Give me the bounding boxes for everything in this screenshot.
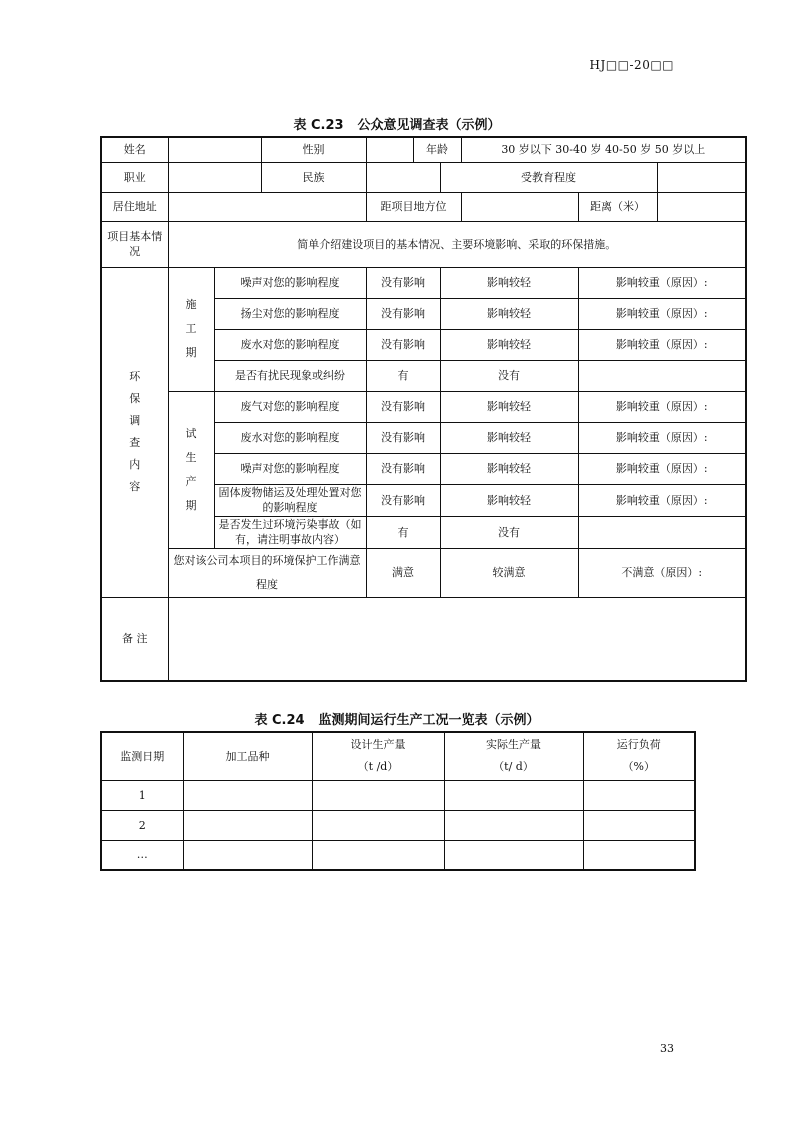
trial-noise-item: 噪声对您的影响程度 [214, 453, 366, 484]
satisfaction-fair: 较满意 [440, 548, 578, 597]
option-slight-impact: 影响较轻 [440, 391, 578, 422]
occupation-label: 职业 [101, 162, 168, 192]
table-cell [583, 810, 695, 840]
trial-wastewater-item: 废水对您的影响程度 [214, 422, 366, 453]
option-no-impact: 没有影响 [366, 391, 440, 422]
table-row-index: 2 [101, 810, 183, 840]
name-field [168, 137, 261, 162]
table-cell [312, 840, 444, 870]
ethnicity-label: 民族 [261, 162, 366, 192]
survey-content-label: 环 保 调 查 内 容 [101, 267, 168, 597]
option-slight-impact: 影响较轻 [440, 329, 578, 360]
option-heavy-impact: 影响较重（原因）: [578, 298, 746, 329]
option-heavy-impact: 影响较重（原因）: [578, 391, 746, 422]
table-c24-caption [0, 709, 794, 728]
option-slight-impact: 影响较轻 [440, 267, 578, 298]
construction-period-label: 施 工 期 [168, 267, 214, 391]
trial-pollution-accident-item: 是否发生过环境污染事故（如有，请注明事故内容） [214, 516, 366, 548]
table-cell [312, 780, 444, 810]
option-slight-impact: 影响较轻 [440, 484, 578, 516]
option-slight-impact: 影响较轻 [440, 422, 578, 453]
page-number: 33 [660, 1042, 674, 1055]
header-load: 运行负荷 （%） [583, 732, 695, 780]
trial-exhaust-item: 废气对您的影响程度 [214, 391, 366, 422]
option-no: 没有 [440, 360, 578, 391]
document-code: HJ□□-20□□ [589, 58, 674, 72]
name-label: 姓名 [101, 137, 168, 162]
table-cell [183, 840, 312, 870]
age-options: 30 岁以下 30-40 岁 40-50 岁 50 岁以上 [461, 137, 746, 162]
project-basic-label: 项目基本情况 [101, 221, 168, 267]
option-yes: 有 [366, 516, 440, 548]
table-cell [444, 810, 583, 840]
address-label: 居住地址 [101, 192, 168, 221]
gender-label: 性别 [261, 137, 366, 162]
satisfaction-satisfied: 满意 [366, 548, 440, 597]
header-design-output: 设计生产量 （t /d） [312, 732, 444, 780]
project-basic-text: 简单介绍建设项目的基本情况、主要环境影响、采取的环保措施。 [168, 221, 746, 267]
construction-dust-item: 扬尘对您的影响程度 [214, 298, 366, 329]
option-no: 没有 [440, 516, 578, 548]
table-c23-caption [0, 114, 794, 133]
option-heavy-impact: 影响较重（原因）: [578, 453, 746, 484]
age-label: 年龄 [413, 137, 461, 162]
option-slight-impact: 影响较轻 [440, 453, 578, 484]
public-opinion-survey-table [100, 136, 747, 682]
option-no-impact: 没有影响 [366, 453, 440, 484]
option-no-impact: 没有影响 [366, 298, 440, 329]
construction-noise-item: 噪声对您的影响程度 [214, 267, 366, 298]
empty-cell [578, 360, 746, 391]
option-no-impact: 没有影响 [366, 484, 440, 516]
option-no-impact: 没有影响 [366, 267, 440, 298]
option-slight-impact: 影响较轻 [440, 298, 578, 329]
option-heavy-impact: 影响较重（原因）: [578, 329, 746, 360]
table-row-index: 1 [101, 780, 183, 810]
option-heavy-impact: 影响较重（原因）: [578, 484, 746, 516]
option-heavy-impact: 影响较重（原因）: [578, 267, 746, 298]
table-cell [444, 780, 583, 810]
direction-field [461, 192, 578, 221]
satisfaction-unsatisfied: 不满意（原因）: [578, 548, 746, 597]
trial-production-label: 试 生 产 期 [168, 391, 214, 548]
option-no-impact: 没有影响 [366, 422, 440, 453]
table-cell [183, 810, 312, 840]
production-status-table [100, 731, 696, 871]
caption-label: 表 C.24 [254, 713, 305, 728]
address-field [168, 192, 366, 221]
table-cell [583, 840, 695, 870]
table-cell [183, 780, 312, 810]
caption-label: 表 C.23 [293, 118, 344, 133]
option-yes: 有 [366, 360, 440, 391]
header-actual-output: 实际生产量 （t/ d） [444, 732, 583, 780]
ethnicity-field [366, 162, 440, 192]
education-label: 受教育程度 [440, 162, 657, 192]
remarks-label: 备 注 [101, 597, 168, 681]
remarks-field [168, 597, 746, 681]
caption-title: 公众意见调查表（示例） [357, 118, 501, 133]
header-date: 监测日期 [101, 732, 183, 780]
construction-wastewater-item: 废水对您的影响程度 [214, 329, 366, 360]
direction-label: 距项目地方位 [366, 192, 461, 221]
empty-cell [578, 516, 746, 548]
caption-title: 监测期间运行生产工况一览表（示例） [318, 713, 540, 728]
table-cell [444, 840, 583, 870]
table-row-index: … [101, 840, 183, 870]
option-no-impact: 没有影响 [366, 329, 440, 360]
distance-label: 距离（米） [578, 192, 657, 221]
satisfaction-question: 您对该公司本项目的环境保护工作满意程度 [168, 548, 366, 597]
construction-disturbance-item: 是否有扰民现象或纠纷 [214, 360, 366, 391]
table-cell [312, 810, 444, 840]
trial-solid-waste-item: 固体废物储运及处理处置对您的影响程度 [214, 484, 366, 516]
gender-field [366, 137, 413, 162]
education-field [657, 162, 746, 192]
distance-field [657, 192, 746, 221]
occupation-field [168, 162, 261, 192]
table-cell [583, 780, 695, 810]
option-heavy-impact: 影响较重（原因）: [578, 422, 746, 453]
header-product: 加工品种 [183, 732, 312, 780]
